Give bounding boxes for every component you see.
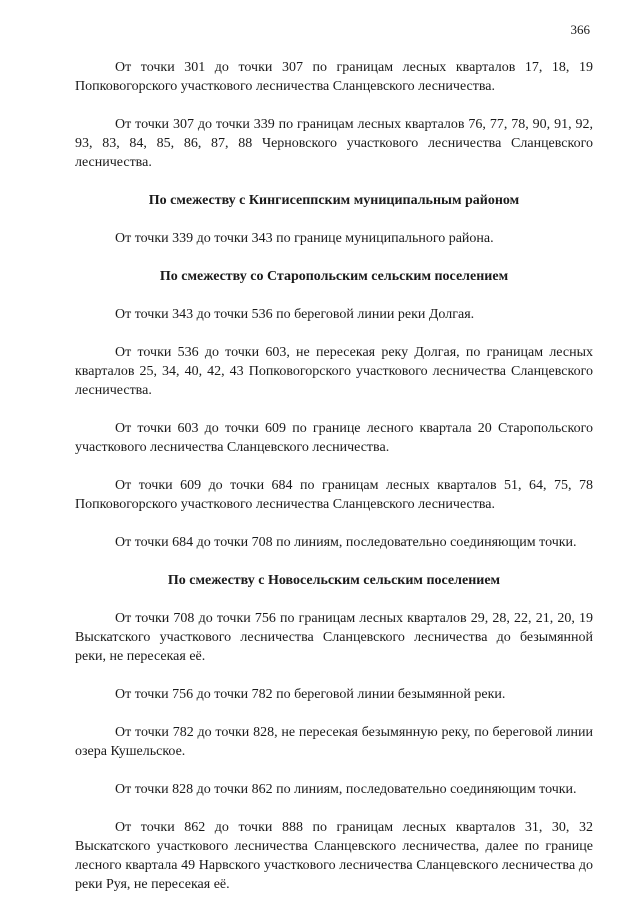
paragraph: От точки 684 до точки 708 по линиям, последовательно соединяющим точки. [115, 535, 577, 550]
section-heading: По смежеству с Кингисеппским муниципальным районом [148, 193, 520, 208]
paragraph: От точки 828 до точки 862 по линиям, последовательно соединяющим точки. [115, 782, 577, 797]
paragraph: От точки 301 до точки 307 по границам лесных кварталов 17, 18, 19 Попковогорского участкового лесничества Сланцевского лесничества. [75, 60, 593, 94]
page-number: 366 [570, 22, 590, 37]
section-heading: По смежеству со Старопольским сельским поселением [159, 269, 509, 284]
paragraph: От точки 343 до точки 536 по береговой линии реки Долгая. [115, 307, 475, 322]
paragraph: От точки 536 до точки 603, не пересекая реку Долгая, по границам лесных кварталов 25, 34, 40, 42, 43 Попковогорского участкового лесничества Сланцевского лесничества. [75, 345, 593, 398]
document-body [75, 58, 593, 913]
paragraph: От точки 339 до точки 343 по границе муниципального района. [115, 231, 494, 246]
section-heading: По смежеству с Новосельским сельским поселением [167, 573, 501, 588]
paragraph: От точки 603 до точки 609 по границе лесного квартала 20 Старопольского участкового лесничества Сланцевского лесничества. [75, 421, 593, 455]
paragraph: От точки 756 до точки 782 по береговой линии безымянной реки. [115, 687, 506, 702]
paragraph: От точки 609 до точки 684 по границам лесных кварталов 51, 64, 75, 78 Попковогорского участкового лесничества Сланцевского лесничества. [75, 478, 593, 512]
paragraph: От точки 307 до точки 339 по границам лесных кварталов 76, 77, 78, 90, 91, 92, 93, 83, 84, 85, 86, 87, 88 Черновского участкового лесничества Сланцевского лесничества. [75, 117, 593, 170]
paragraph: От точки 862 до точки 888 по границам лесных кварталов 31, 30, 32 Выскатского участкового лесничества Сланцевского лесничества, далее по границе лесного квартала 49 Нарвского участкового лесничества Сланцевского лесничества до реки Руя, не пересекая её. [75, 820, 593, 892]
paragraph: От точки 782 до точки 828, не пересекая безымянную реку, по береговой линии озера Кушельское. [75, 725, 593, 759]
paragraph: От точки 708 до точки 756 по границам лесных кварталов 29, 28, 22, 21, 20, 19 Выскатского участкового лесничества Сланцевского лесничества до безымянной реки, не пересекая её. [75, 611, 593, 664]
